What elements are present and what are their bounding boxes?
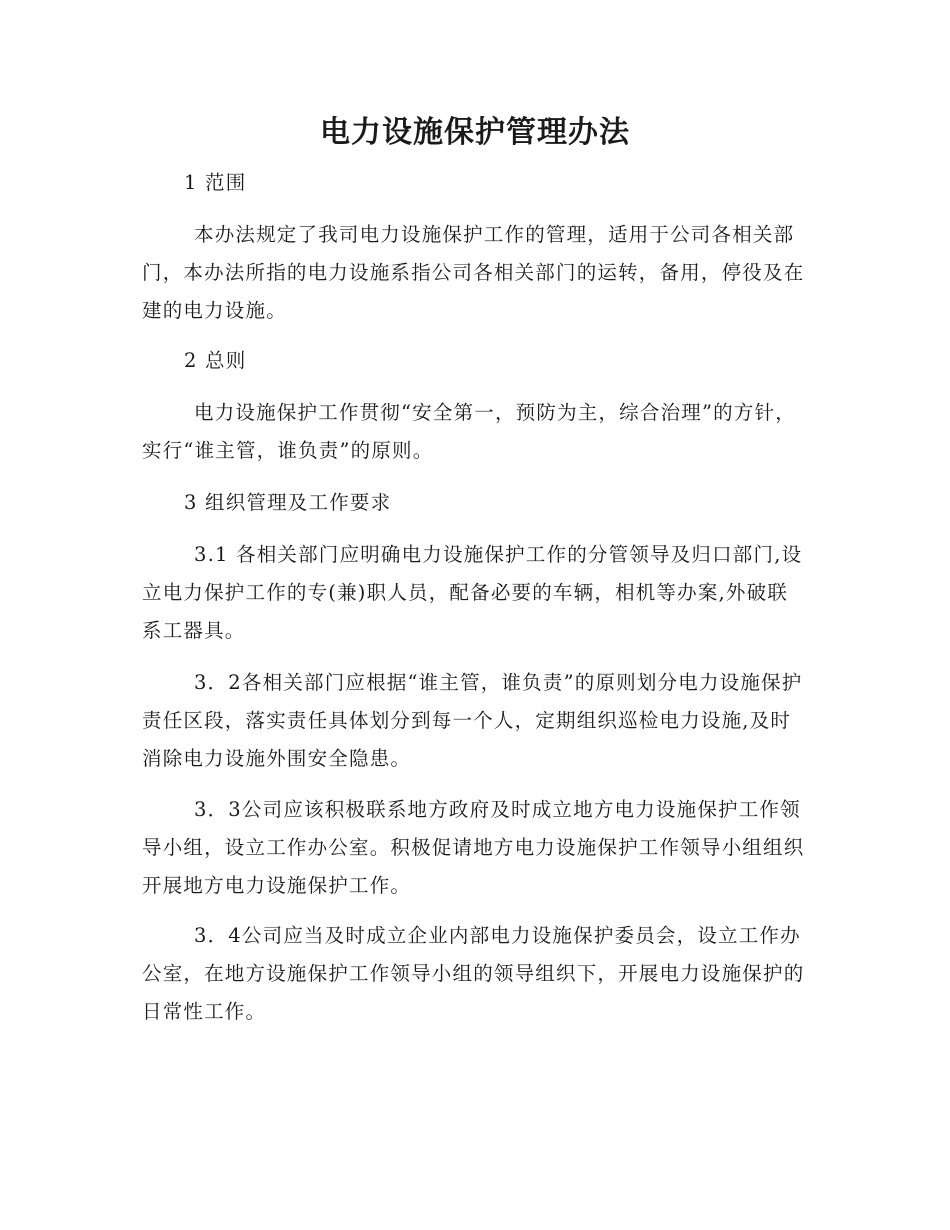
- paragraph-3-2: 3．2各相关部门应根据“谁主管，谁负责”的原则划分电力设施保护责任区段，落实责任具体划分到每一个人，定期组织巡检电力设施,及时消除电力设施外围安全隐患。: [142, 671, 803, 770]
- paragraph-3-1: 3.1 各相关部门应明确电力设施保护工作的分管领导及归口部门,设立电力保护工作的专(兼)职人员，配备必要的车辆，相机等办案,外破联系工器具。: [142, 543, 803, 642]
- section-heading-general: 2 总则: [184, 349, 247, 372]
- paragraph-general: 电力设施保护工作贯彻“安全第一，预防为主，综合治理”的方针，实行“谁主管，谁负责”的原则。: [142, 401, 796, 462]
- paragraph-3-4: 3．4公司应当及时成立企业内部电力设施保护委员会，设立工作办公室，在地方设施保护工作领导小组的领导组织下，开展电力设施保护的日常性工作。: [142, 924, 805, 1023]
- section-heading-scope: 1 范围: [184, 171, 247, 194]
- paragraph-scope: 本办法规定了我司电力设施保护工作的管理，适用于公司各相关部门，本办法所指的电力设施系指公司各相关部门的运转，备用，停役及在建的电力设施。: [142, 223, 805, 322]
- section-heading-organization: 3 组织管理及工作要求: [184, 491, 392, 514]
- paragraph-3-3: 3．3公司应该积极联系地方政府及时成立地方电力设施保护工作领导小组，设立工作办公室。积极促请地方电力设施保护工作领导小组组织开展地方电力设施保护工作。: [142, 798, 805, 897]
- document-title: 电力设施保护管理办法: [320, 115, 630, 150]
